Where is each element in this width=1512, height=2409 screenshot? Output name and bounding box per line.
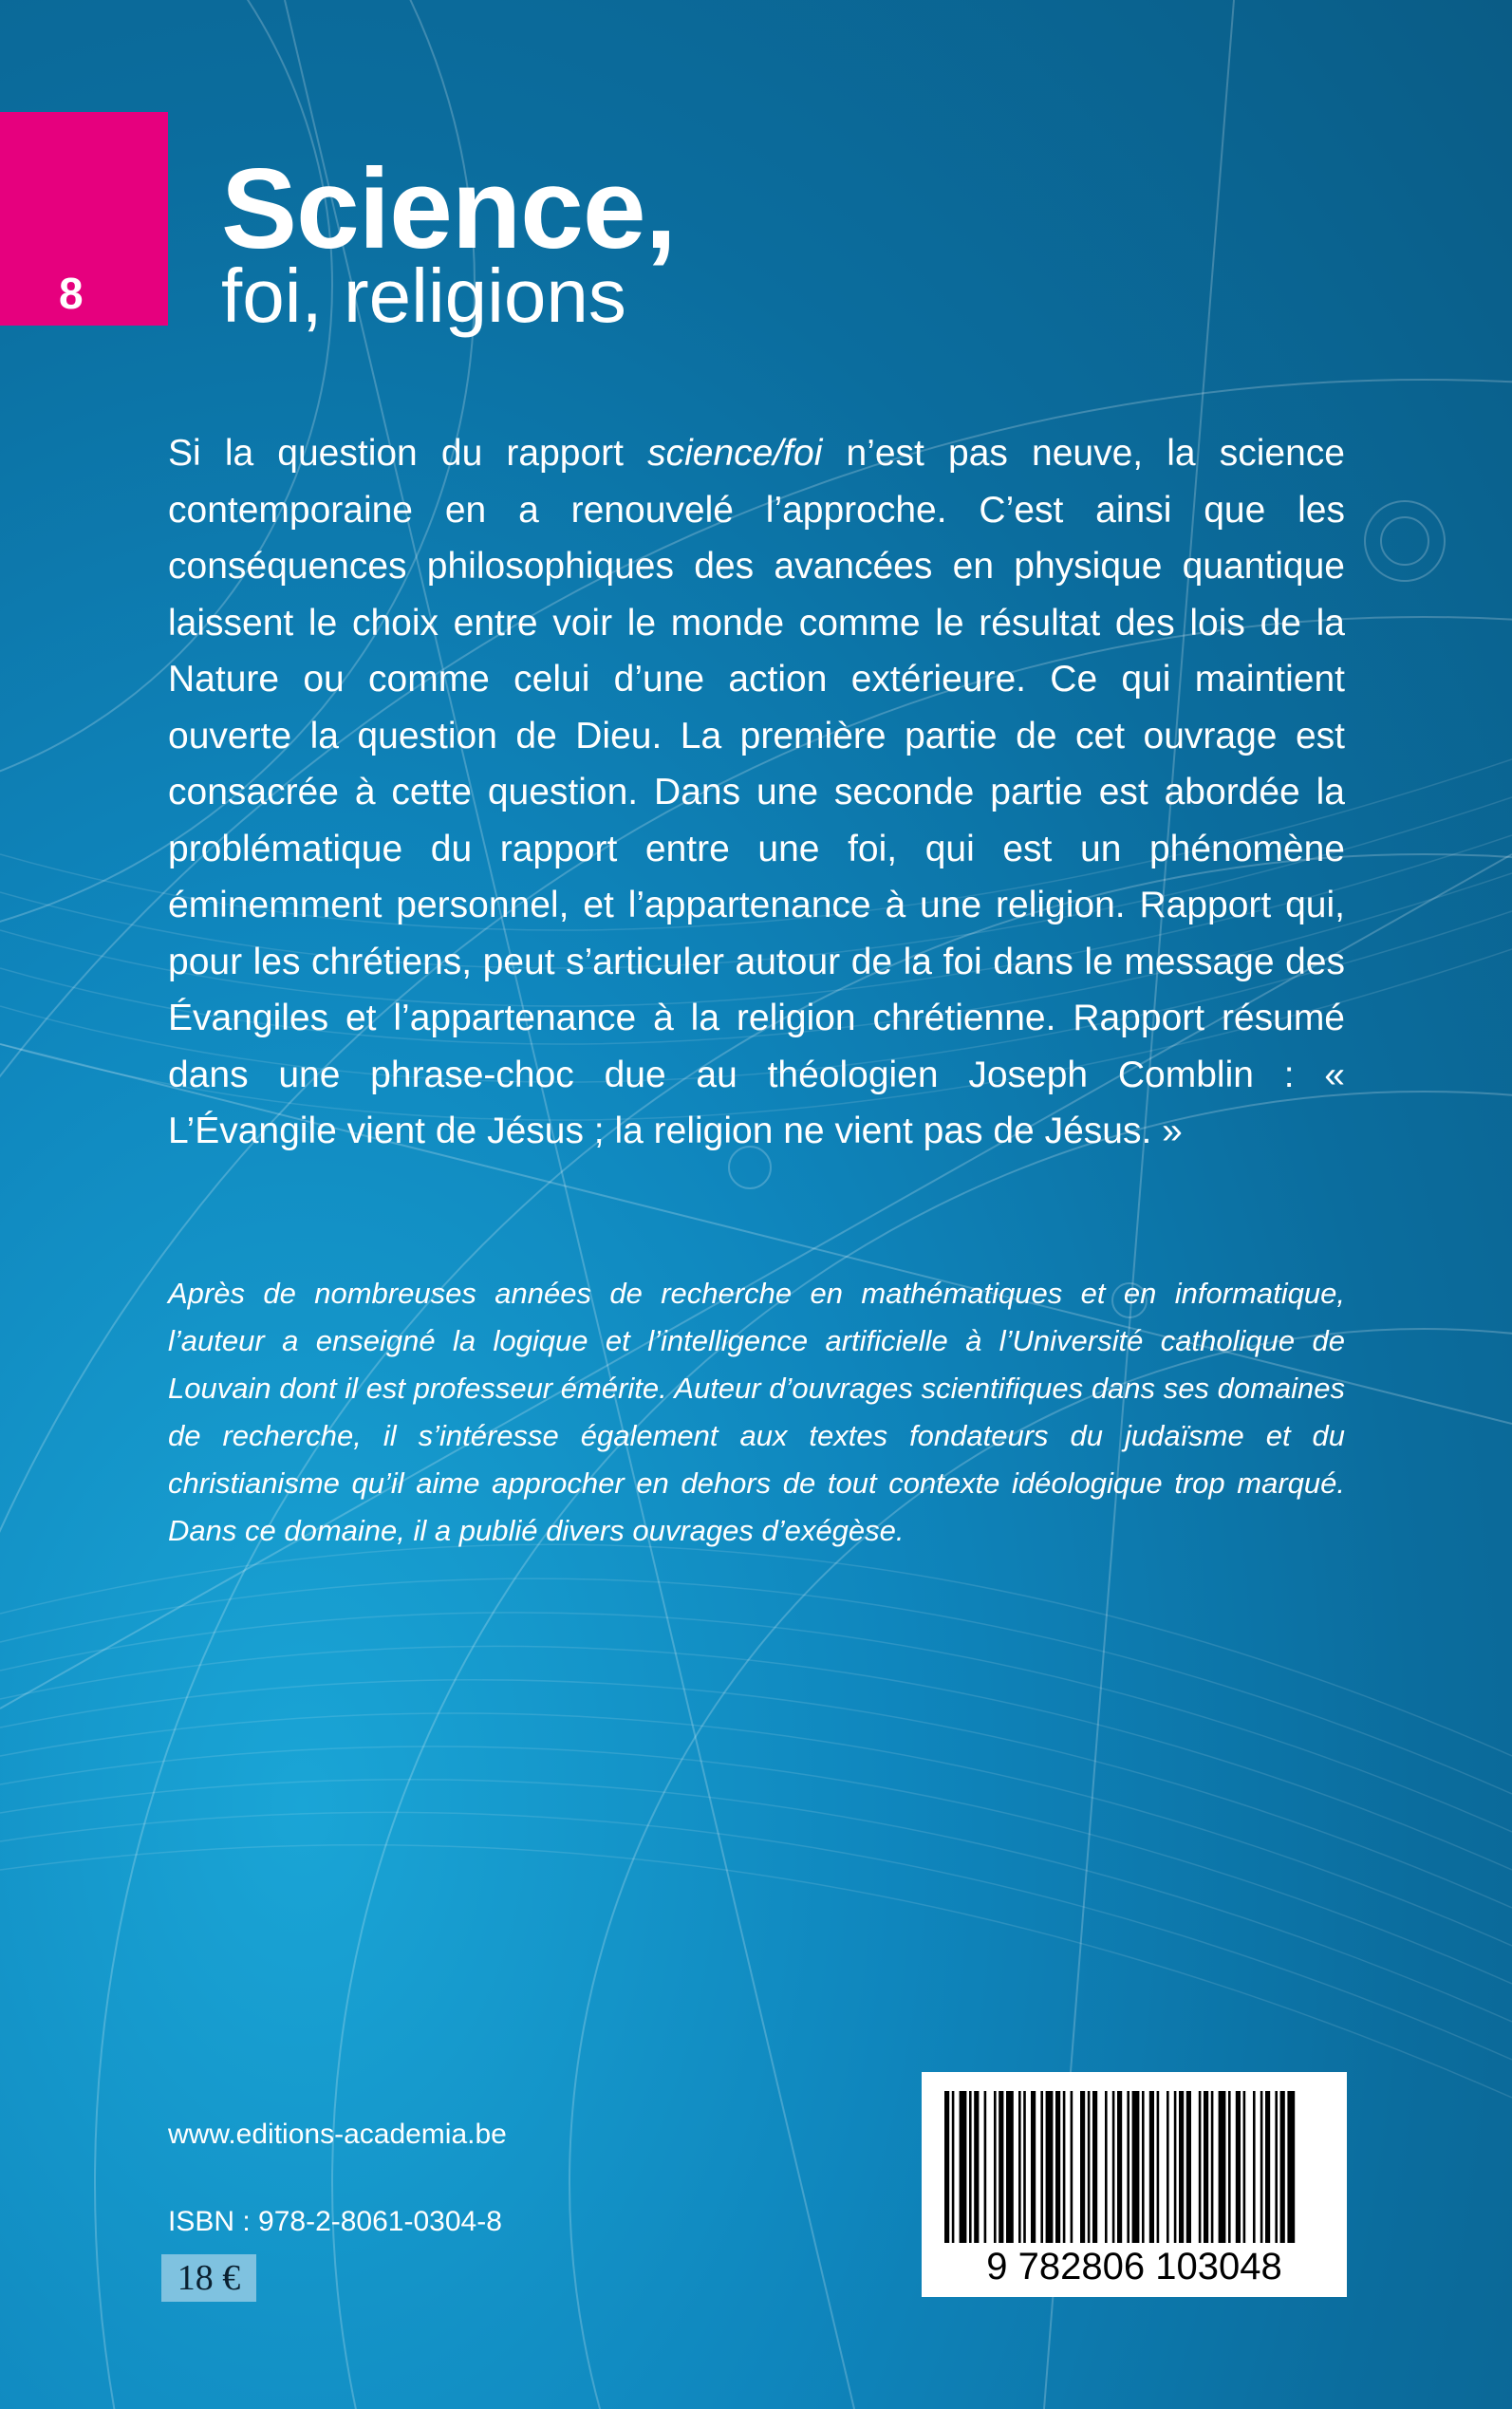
price-label: 18 € xyxy=(161,2254,256,2302)
barcode-graphic xyxy=(922,2072,1347,2297)
book-title: Science, xyxy=(221,145,676,272)
barcode-bars xyxy=(944,2091,1295,2243)
description-part-1: Si la question du rapport xyxy=(168,433,648,474)
publisher-website: www.editions-academia.be xyxy=(168,2119,507,2150)
barcode-number: 9 782806 103048 xyxy=(986,2246,1282,2288)
author-bio: Après de nombreuses années de recherche en mathématiques et en informatique, l’auteur a enseigné la logique et l’intelligence artificielle à l’Université catholique de Louvain dont il est professeur émérite. Auteur d’ouvrages scientifiques dans ses domaines de recherche, il s’intéresse également aux textes fondateurs du judaïsme et du christianisme qu’il aime approcher en dehors de tout contexte idéologique trop marqué. Dans ce domaine, il a publié divers ouvrages d’exégèse. xyxy=(168,1277,1345,1547)
series-number: 8 xyxy=(59,269,84,318)
book-description xyxy=(168,425,1345,1160)
book-subtitle: foi, religions xyxy=(221,253,626,338)
description-emphasis: science/foi xyxy=(647,433,823,474)
barcode xyxy=(922,2072,1347,2297)
isbn: ISBN : 978-2-8061-0304-8 xyxy=(168,2206,502,2237)
description-part-2: n’est pas neuve, la science contemporaine en a renouvelé l’approche. C’est ainsi que les conséquences philosophiques des avancées en physique quantique laissent le choix entre voir le monde comme le résultat des lois de la Nature ou comme celui d’une action extérieure. Ce qui maintient ouverte la question de Dieu. La première partie de cet ouvrage est consacrée à cette question. Dans une seconde partie est abordée la problématique du rapport entre une foi, qui est un phénomène éminemment personnel, et l’appartenance à une religion. Rapport qui, pour les chrétiens, peut s’articuler autour de la foi dans le message des Évangiles et l’appartenance à la religion chrétienne. Rapport résumé dans une phrase-choc due au théologien Joseph Comblin : « L’Évangile vient de Jésus ; la religion ne vient pas de Jésus. » xyxy=(168,433,1345,1151)
series-tag xyxy=(0,112,168,326)
